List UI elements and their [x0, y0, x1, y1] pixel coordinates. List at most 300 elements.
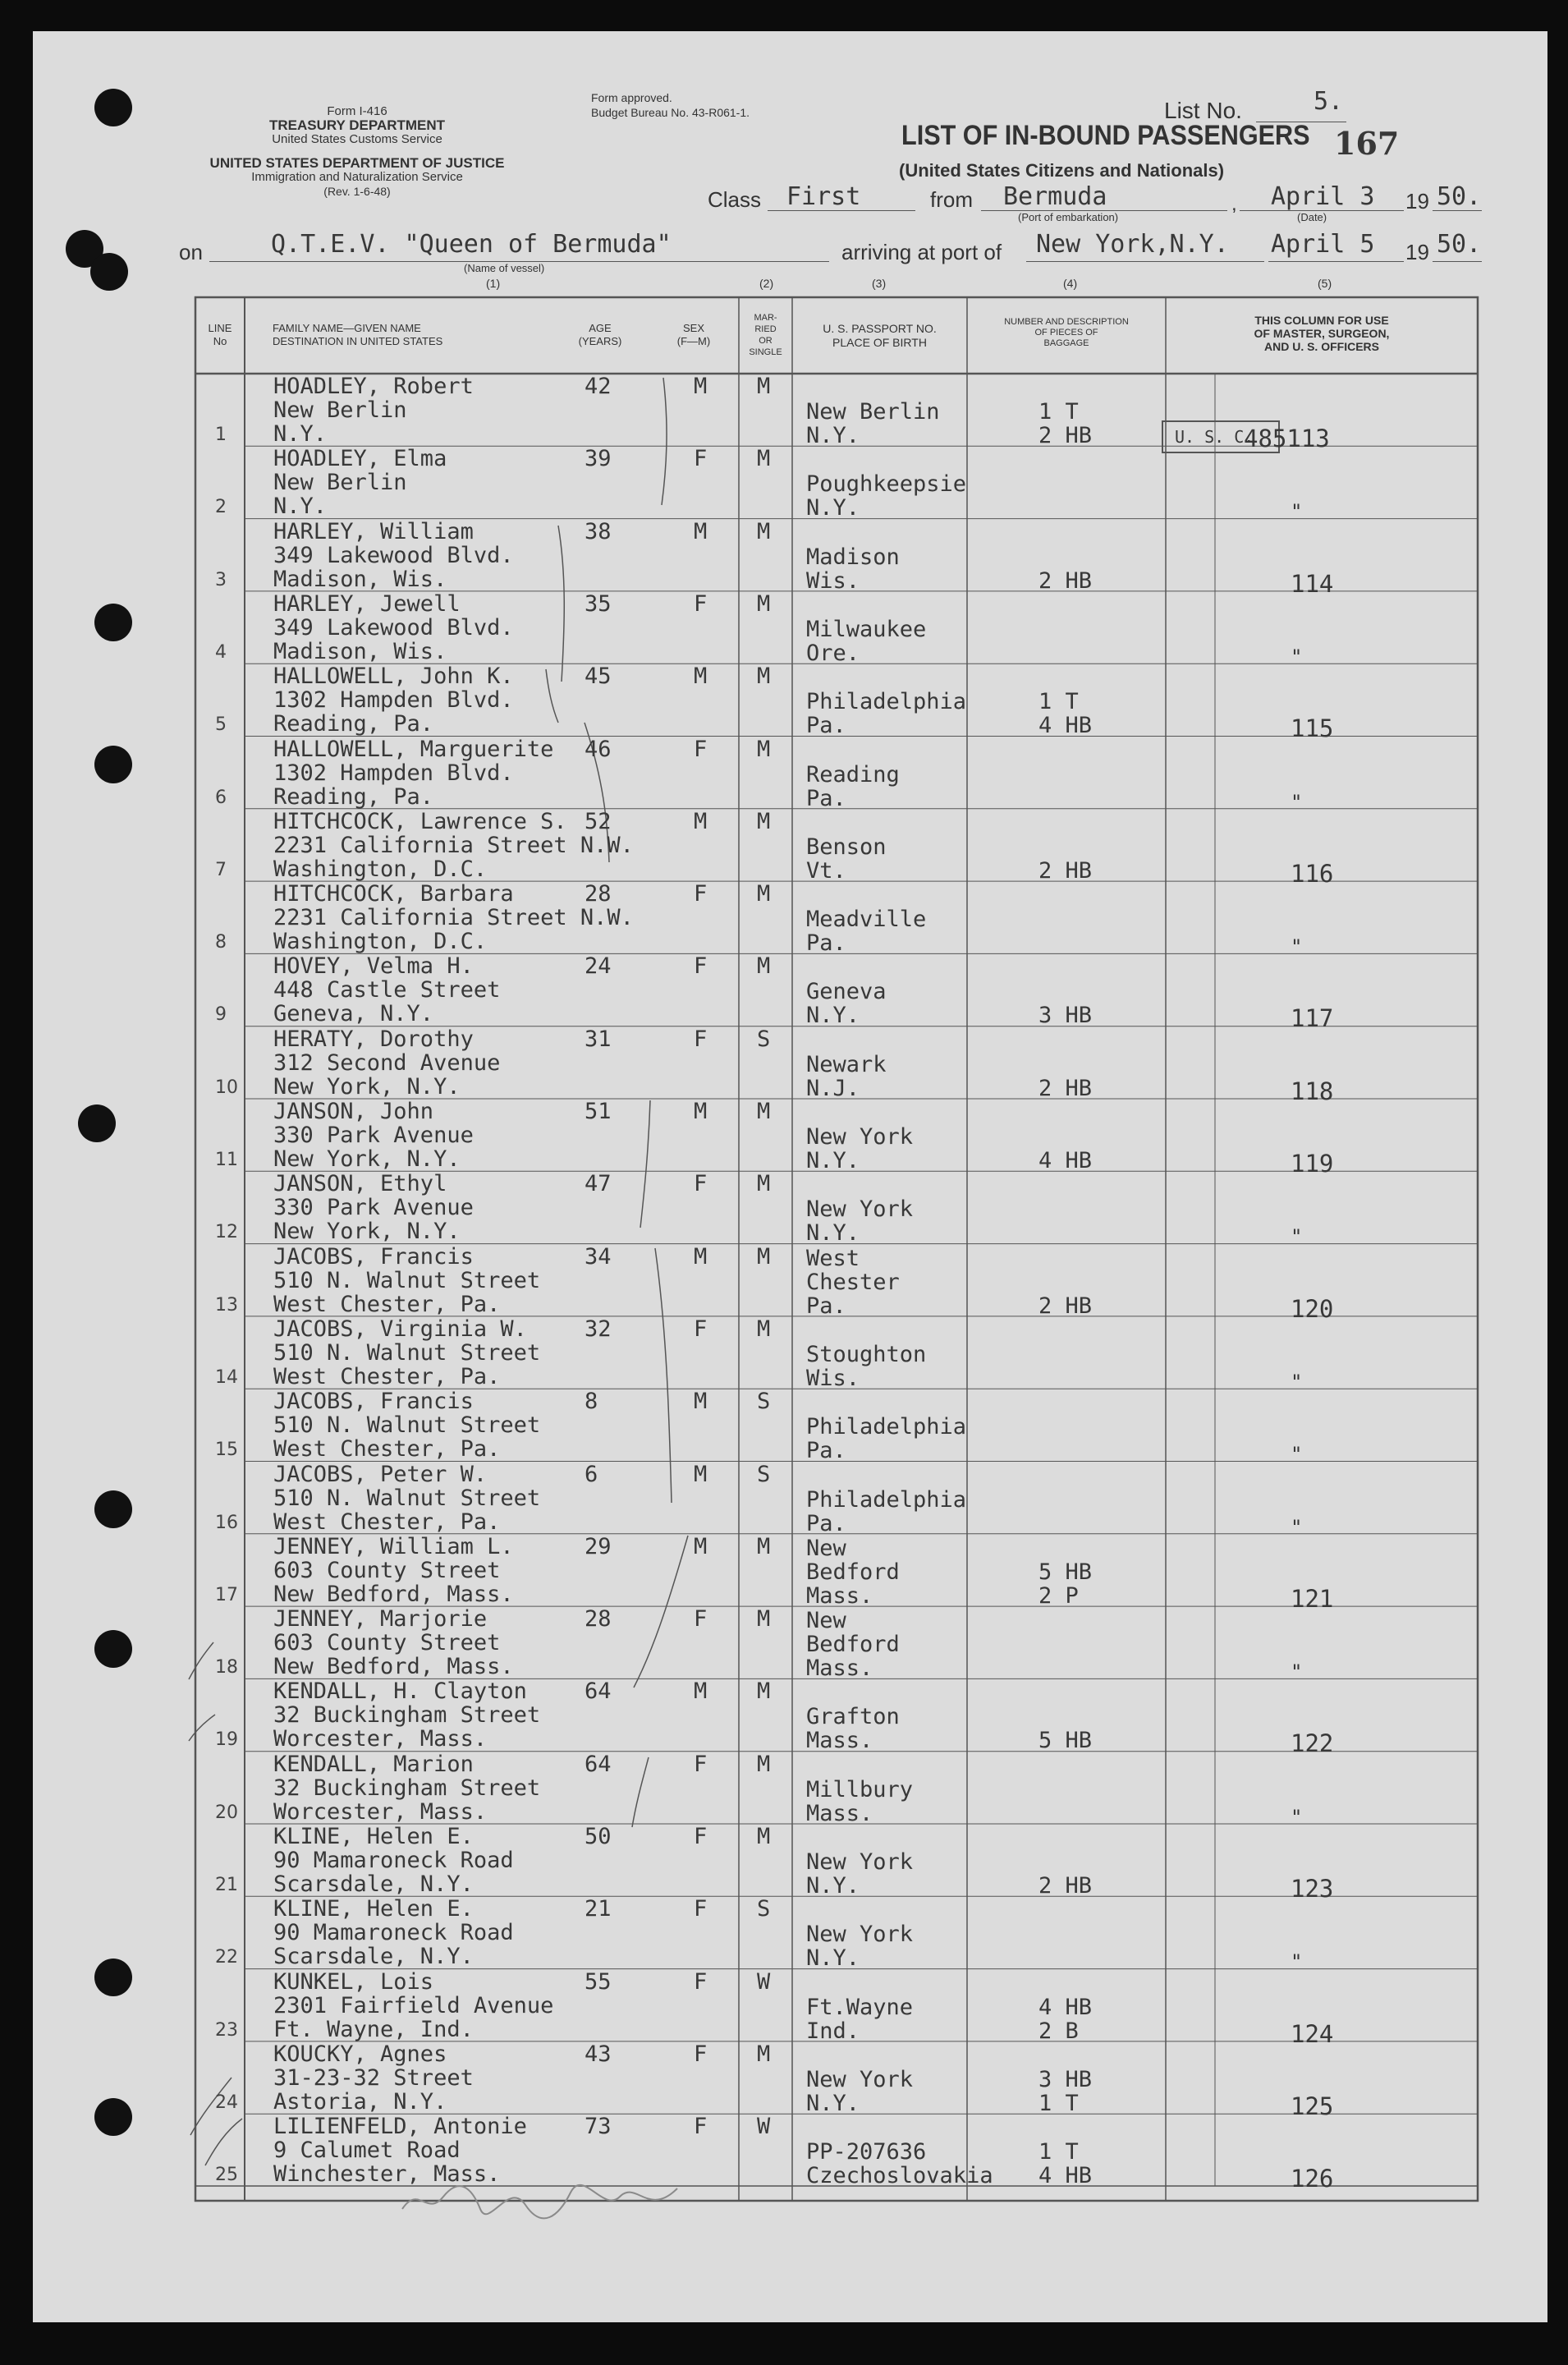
sex: M — [694, 1099, 708, 1124]
birth-place-2: Pa. — [806, 930, 846, 957]
class-label: Class — [708, 187, 762, 212]
address-line2: New Bedford, Mass. — [273, 1654, 514, 1680]
from-label: from — [930, 187, 973, 212]
age: 29 — [585, 1533, 612, 1559]
officer-entry: " — [1291, 1443, 1303, 1467]
address-line2: Reading, Pa. — [273, 711, 434, 737]
line-number: 12 — [215, 1222, 238, 1243]
address-line2: Worcester, Mass. — [273, 1798, 488, 1825]
passenger-name: HALLOWELL, John K. — [273, 664, 514, 690]
passenger-name: HARLEY, Jewell — [273, 590, 461, 617]
address-line1: 330 Park Avenue — [273, 1195, 474, 1221]
address-line1: 2231 California Street N.W. — [273, 905, 634, 931]
sex: M — [694, 1461, 708, 1487]
birth-place-2: Wis. — [806, 567, 860, 594]
sex: F — [694, 736, 708, 762]
line-number: 13 — [215, 1294, 238, 1316]
officer-entry: " — [1291, 935, 1303, 959]
col-name-head: FAMILY NAME—GIVEN NAME DESTINATION IN UNITED STATES — [273, 322, 443, 347]
line-number: 21 — [215, 1875, 238, 1895]
line-number: 16 — [215, 1512, 238, 1533]
birth-place-1: New York — [806, 1124, 914, 1150]
address-line2: West Chester, Pa. — [273, 1509, 501, 1535]
birth-place-1: Philadelphia — [806, 1414, 967, 1440]
address-line1: 90 Mamaroneck Road — [273, 1920, 514, 1946]
marital-status: M — [757, 664, 771, 690]
line-number: 15 — [215, 1440, 238, 1461]
line-number: 2 — [215, 497, 227, 518]
address-line1: 1302 Hampden Blvd. — [273, 760, 514, 786]
sex: M — [694, 374, 708, 399]
line-number: 24 — [215, 2092, 238, 2113]
birth-place-1: New York — [806, 1849, 914, 1875]
passenger-name: HARLEY, William — [273, 518, 474, 544]
address-line1: 1302 Hampden Blvd. — [273, 687, 514, 714]
officer-entry: " — [1291, 645, 1303, 668]
line-number: 10 — [215, 1077, 238, 1098]
baggage-2: 4 HB — [1038, 713, 1093, 739]
marital-status: M — [757, 374, 771, 399]
baggage-1: 1 T — [1038, 689, 1079, 715]
marital-status: M — [757, 808, 771, 834]
age: 55 — [585, 1968, 612, 1995]
baggage-2: 2 P — [1038, 1582, 1079, 1609]
age: 8 — [585, 1389, 598, 1415]
sex: M — [694, 664, 708, 690]
address-line2: Madison, Wis. — [273, 566, 447, 592]
passenger-name: KOUCKY, Agnes — [273, 2041, 447, 2067]
address-line2: Washington, D.C. — [273, 929, 488, 955]
col-num-4: (4) — [1063, 277, 1078, 290]
line-number: 23 — [215, 2019, 238, 2041]
address-line2: N.Y. — [273, 494, 328, 520]
baggage-2: 2 HB — [1038, 567, 1093, 594]
age: 24 — [585, 953, 612, 980]
passenger-name: KLINE, Helen E. — [273, 1824, 474, 1849]
from-port: Bermuda — [1003, 182, 1107, 211]
officer-entry: 119 — [1291, 1150, 1334, 1178]
list-no-label: List No. — [1164, 98, 1242, 123]
baggage-2: 2 HB — [1038, 423, 1093, 448]
marital-status: S — [757, 1461, 771, 1487]
list-number: 5. — [1314, 87, 1344, 116]
form-number: Form I-416 — [327, 104, 387, 118]
officer-entry: " — [1291, 1805, 1303, 1829]
passenger-name: JACOBS, Francis — [273, 1389, 474, 1415]
class-value: First — [786, 182, 861, 211]
passenger-name: JANSON, John — [273, 1099, 434, 1124]
col-num-3: (3) — [872, 277, 887, 290]
birth-place-1: New York — [806, 2066, 914, 2092]
birth-place-2: N.J. — [806, 1075, 860, 1101]
birth-place-1: Benson — [806, 833, 887, 860]
address-line2: Geneva, N.Y. — [273, 1001, 434, 1027]
address-line1: New Berlin — [273, 397, 407, 423]
birth-place-2: N.Y. — [806, 1945, 860, 1972]
officer-entry: " — [1291, 1370, 1303, 1394]
sex: M — [694, 808, 708, 834]
sex: M — [694, 1243, 708, 1270]
officer-entry: 123 — [1291, 1875, 1334, 1903]
line-number: 22 — [215, 1947, 238, 1968]
passenger-name: JENNEY, William L. — [273, 1533, 514, 1559]
passenger-name: JENNEY, Marjorie — [273, 1606, 488, 1633]
age: 47 — [585, 1171, 612, 1197]
baggage-2: 5 HB — [1038, 1728, 1093, 1754]
line-number: 20 — [215, 1802, 238, 1823]
address-line2: Ft. Wayne, Ind. — [273, 2016, 474, 2042]
justice-label: UNITED STATES DEPARTMENT OF JUSTICE — [209, 155, 505, 171]
marital-status: M — [757, 1243, 771, 1270]
birth-place-1: New Berlin — [806, 399, 940, 425]
arriving-label: arriving at port of — [841, 240, 1002, 264]
sex: F — [694, 2041, 708, 2067]
address-line1: 349 Lakewood Blvd. — [273, 542, 514, 568]
birth-place-1: Philadelphia — [806, 1486, 967, 1513]
vessel-name: Q.T.E.V. "Queen of Bermuda" — [271, 230, 672, 259]
address-line2: New Bedford, Mass. — [273, 1581, 514, 1607]
us-stamp-text: U. S. C. — [1175, 427, 1254, 447]
passenger-name: HERATY, Dorothy — [273, 1026, 474, 1052]
officer-entry: 116 — [1291, 859, 1334, 888]
sex: F — [694, 1824, 708, 1849]
sex: F — [694, 1171, 708, 1197]
line-number: 8 — [215, 932, 227, 953]
address-line1: 510 N. Walnut Street — [273, 1485, 541, 1511]
birth-place-1: Poughkeepsie — [806, 471, 967, 498]
address-line2: N.Y. — [273, 421, 328, 447]
departure-century: 19 — [1405, 189, 1429, 214]
marital-status: M — [757, 1606, 771, 1633]
address-line2: Winchester, Mass. — [273, 2161, 501, 2188]
address-line2: Worcester, Mass. — [273, 1726, 488, 1752]
passenger-name: HITCHCOCK, Lawrence S. — [273, 808, 567, 834]
marital-status: M — [757, 1824, 771, 1849]
age: 35 — [585, 590, 612, 617]
passenger-name: LILIENFELD, Antonie — [273, 2114, 527, 2140]
arrival-year: 50. — [1437, 230, 1482, 259]
address-line1: 510 N. Walnut Street — [273, 1339, 541, 1366]
manifest-subtitle: (United States Citizens and Nationals) — [899, 160, 1225, 181]
address-line1: 510 N. Walnut Street — [273, 1267, 541, 1293]
birth-place-1: Madison — [806, 544, 900, 570]
birth-place-1: Milwaukee — [806, 616, 927, 642]
passenger-name: KENDALL, H. Clayton — [273, 1678, 527, 1705]
officer-entry: " — [1291, 1225, 1303, 1249]
marital-status: M — [757, 2041, 771, 2067]
age: 38 — [585, 518, 612, 544]
age: 28 — [585, 881, 612, 907]
officer-entry: 124 — [1291, 2019, 1334, 2048]
treasury-label: TREASURY DEPARTMENT — [268, 117, 446, 133]
baggage-2: 2 HB — [1038, 1873, 1093, 1899]
date-caption: (Date) — [1297, 211, 1327, 223]
baggage-2: 3 HB — [1038, 1003, 1093, 1029]
passenger-name: HOADLEY, Elma — [273, 446, 447, 472]
age: 46 — [585, 736, 612, 762]
departure-year: 50. — [1437, 182, 1482, 211]
birth-place-1: Stoughton — [806, 1341, 927, 1367]
baggage-1: 3 HB — [1038, 2066, 1093, 2092]
sex: F — [694, 1896, 708, 1922]
age: 64 — [585, 1678, 612, 1705]
officer-entry: 120 — [1291, 1294, 1334, 1323]
address-line2: New York, N.Y. — [273, 1219, 461, 1245]
officer-entry: 118 — [1291, 1077, 1334, 1105]
age: 51 — [585, 1099, 612, 1124]
marital-status: M — [757, 518, 771, 544]
col-officers-head: THIS COLUMN FOR USE OF MASTER, SURGEON, AND U. S. OFFICERS — [1254, 314, 1390, 353]
age: 39 — [585, 446, 612, 472]
birth-place-1: Reading — [806, 761, 900, 788]
marital-status: M — [757, 1099, 771, 1124]
birth-place-2: Mass. — [806, 1582, 873, 1609]
address-line2: Washington, D.C. — [273, 856, 488, 882]
marital-status: W — [757, 2114, 771, 2140]
age: 6 — [585, 1461, 598, 1487]
address-line2: Scarsdale, N.Y. — [273, 1944, 474, 1970]
signature — [394, 2168, 690, 2234]
birth-place-2: Wis. — [806, 1365, 860, 1391]
address-line1: 349 Lakewood Blvd. — [273, 614, 514, 641]
passenger-name: HOVEY, Velma H. — [273, 953, 474, 980]
birth-place-1: Philadelphia — [806, 689, 967, 715]
birth-place-2: Mass. — [806, 1656, 873, 1682]
col-num-5: (5) — [1318, 277, 1332, 290]
officer-entry: 122 — [1291, 1729, 1334, 1758]
passenger-name: JACOBS, Francis — [273, 1243, 474, 1270]
birth-place-2: Pa. — [806, 785, 846, 811]
age: 73 — [585, 2114, 612, 2140]
passenger-name: HITCHCOCK, Barbara — [273, 881, 514, 907]
sex: F — [694, 1026, 708, 1052]
page-stamp: 167 — [1334, 125, 1400, 162]
line-number: 11 — [215, 1150, 238, 1170]
line-number: 5 — [215, 714, 227, 736]
arrival-port: New York,N.Y. — [1036, 230, 1229, 259]
birth-place-2: Vt. — [806, 857, 846, 884]
address-line2: Reading, Pa. — [273, 783, 434, 810]
address-line1: 2231 California Street N.W. — [273, 832, 634, 858]
age: 31 — [585, 1026, 612, 1052]
address-line1: 32 Buckingham Street — [273, 1775, 541, 1801]
passenger-name: KUNKEL, Lois — [273, 1968, 434, 1995]
arrival-date: April 5 — [1271, 230, 1375, 259]
address-line1: 330 Park Avenue — [273, 1123, 474, 1148]
address-line1: 9 Calumet Road — [273, 2138, 461, 2164]
sex: F — [694, 1606, 708, 1633]
marital-status: M — [757, 446, 771, 472]
birth-place-2: Pa. — [806, 1510, 846, 1536]
birth-place-2: Mass. — [806, 1728, 873, 1754]
birth-place-1: New — [806, 1608, 846, 1634]
line-number: 7 — [215, 859, 227, 880]
address-line1: 510 N. Walnut Street — [273, 1412, 541, 1439]
baggage-1: 5 HB — [1038, 1559, 1093, 1585]
passenger-name: KLINE, Helen E. — [273, 1896, 474, 1922]
passenger-name: JACOBS, Peter W. — [273, 1461, 488, 1487]
officer-entry: 126 — [1291, 2165, 1334, 2193]
address-line2: Scarsdale, N.Y. — [273, 1871, 474, 1897]
birth-place-1: New — [806, 1535, 846, 1561]
passenger-name: HALLOWELL, Marguerite — [273, 736, 554, 762]
baggage-1: 1 T — [1038, 2139, 1079, 2165]
sex: M — [694, 1678, 708, 1705]
birth-place-1b: Bedford — [806, 1632, 900, 1658]
address-line1: 32 Buckingham Street — [273, 1702, 541, 1729]
address-line1: 2301 Fairfield Avenue — [273, 1992, 554, 2018]
age: 45 — [585, 664, 612, 690]
col-age-head: AGE (YEARS) — [578, 322, 622, 347]
sex: F — [694, 1751, 708, 1777]
age: 52 — [585, 808, 612, 834]
officer-entry: 117 — [1291, 1004, 1334, 1033]
passenger-name: JACOBS, Virginia W. — [273, 1316, 527, 1342]
passenger-name: KENDALL, Marion — [273, 1751, 474, 1777]
birth-place-2: N.Y. — [806, 1148, 860, 1173]
address-line2: Astoria, N.Y. — [273, 2088, 447, 2115]
birth-place-2: Mass. — [806, 1800, 873, 1826]
address-line1: 448 Castle Street — [273, 977, 501, 1003]
baggage-1: 1 T — [1038, 399, 1079, 425]
budget-bureau: Budget Bureau No. 43-R061-1. — [591, 106, 750, 119]
address-line2: New York, N.Y. — [273, 1146, 461, 1172]
birth-place-1: West — [806, 1245, 860, 1271]
age: 32 — [585, 1316, 612, 1342]
ins-label: Immigration and Naturalization Service — [251, 170, 463, 184]
marital-status: M — [757, 590, 771, 617]
arrival-century: 19 — [1405, 240, 1429, 264]
birth-place-1: Ft.Wayne — [806, 1994, 914, 2020]
officer-entry: 114 — [1291, 569, 1334, 598]
sex: F — [694, 446, 708, 472]
address-line1: New Berlin — [273, 470, 407, 496]
marital-status: M — [757, 881, 771, 907]
marital-status: M — [757, 1316, 771, 1342]
marital-status: M — [757, 736, 771, 762]
age: 28 — [585, 1606, 612, 1633]
birth-place-2: Czechoslovakia — [806, 2163, 993, 2189]
birth-place-1: Meadville — [806, 907, 927, 933]
customs-label: United States Customs Service — [272, 132, 442, 146]
line-number: 9 — [215, 1004, 227, 1026]
line-number: 3 — [215, 569, 227, 590]
col-sex-head: SEX (F—M) — [676, 322, 711, 347]
marital-status: M — [757, 1533, 771, 1559]
sex: F — [694, 953, 708, 980]
baggage-2: 2 HB — [1038, 1075, 1093, 1101]
sex: F — [694, 881, 708, 907]
address-line1: 603 County Street — [273, 1557, 501, 1583]
birth-place-1: Millbury — [806, 1776, 914, 1802]
col-num-2: (2) — [759, 277, 774, 290]
baggage-2: 4 HB — [1038, 2163, 1093, 2189]
marital-status: S — [757, 1026, 771, 1052]
age: 43 — [585, 2041, 612, 2067]
baggage-2: 2 HB — [1038, 857, 1093, 884]
col-line-head: LINE No — [208, 322, 232, 347]
birth-place-2: N.Y. — [806, 1003, 860, 1029]
form-approved: Form approved. — [591, 91, 672, 104]
sex: F — [694, 1316, 708, 1342]
sex: M — [694, 1533, 708, 1559]
baggage-2: 2 B — [1038, 2018, 1079, 2044]
line-number: 25 — [215, 2165, 238, 2186]
baggage-1: 4 HB — [1038, 1994, 1093, 2020]
birth-place-2: Ore. — [806, 640, 860, 666]
birth-place-2: N.Y. — [806, 423, 860, 448]
age: 42 — [585, 374, 612, 399]
birth-place-2: Ind. — [806, 2018, 860, 2044]
officer-entry: 115 — [1291, 714, 1334, 743]
line-number: 18 — [215, 1657, 238, 1678]
birth-place-2: N.Y. — [806, 1873, 860, 1899]
officer-entry: 125 — [1291, 2092, 1334, 2120]
line-number: 4 — [215, 641, 227, 663]
birth-place-2: N.Y. — [806, 1220, 860, 1247]
officer-entry: " — [1291, 500, 1303, 524]
birth-place-2: Pa. — [806, 1293, 846, 1319]
line-number: 17 — [215, 1584, 238, 1605]
birth-place-2: N.Y. — [806, 495, 860, 521]
address-line1: 312 Second Avenue — [273, 1049, 501, 1076]
birth-place-1: PP-207636 — [806, 2139, 927, 2165]
birth-place-2: Pa. — [806, 713, 846, 739]
marital-status: W — [757, 1968, 771, 1995]
birth-place-1: Geneva — [806, 979, 887, 1005]
address-line1: 603 County Street — [273, 1630, 501, 1656]
birth-place-1: New York — [806, 1922, 914, 1948]
marital-status: M — [757, 953, 771, 980]
address-line2: Madison, Wis. — [273, 638, 447, 664]
officer-entry: 121 — [1291, 1584, 1334, 1613]
passenger-name: HOADLEY, Robert — [273, 374, 474, 399]
address-line2: West Chester, Pa. — [273, 1363, 501, 1389]
birth-place-2: N.Y. — [806, 2090, 860, 2116]
age: 34 — [585, 1243, 612, 1270]
address-line2: New York, N.Y. — [273, 1073, 461, 1100]
sex: F — [694, 590, 708, 617]
sex: F — [694, 1968, 708, 1995]
birth-place-1: Newark — [806, 1051, 887, 1077]
baggage-2: 2 HB — [1038, 1293, 1093, 1319]
marital-status: S — [757, 1389, 771, 1415]
birth-place-1: New York — [806, 1196, 914, 1223]
sex: F — [694, 2114, 708, 2140]
age: 50 — [585, 1824, 612, 1849]
marital-status: M — [757, 1171, 771, 1197]
officer-entry: " — [1291, 1950, 1303, 1974]
officer-entry: " — [1291, 790, 1303, 814]
manifest-title: LIST OF IN-BOUND PASSENGERS — [901, 120, 1310, 151]
officer-entry: " — [1291, 1660, 1303, 1684]
birth-place-1: Grafton — [806, 1704, 900, 1730]
on-label: on — [179, 240, 203, 264]
vessel-caption: (Name of vessel) — [464, 262, 545, 274]
address-line1: 90 Mamaroneck Road — [273, 1848, 514, 1873]
address-line2: West Chester, Pa. — [273, 1436, 501, 1463]
col-married-head: MAR- RIED OR SINGLE — [749, 313, 782, 357]
sex: M — [694, 518, 708, 544]
passenger-name: JANSON, Ethyl — [273, 1171, 447, 1197]
sex: M — [694, 1389, 708, 1415]
departure-date: April 3 — [1271, 182, 1375, 211]
address-line2: West Chester, Pa. — [273, 1291, 501, 1317]
birth-place-1b: Chester — [806, 1269, 900, 1295]
age: 21 — [585, 1896, 612, 1922]
officer-entry: 485113 — [1244, 425, 1330, 452]
marital-status: M — [757, 1678, 771, 1705]
